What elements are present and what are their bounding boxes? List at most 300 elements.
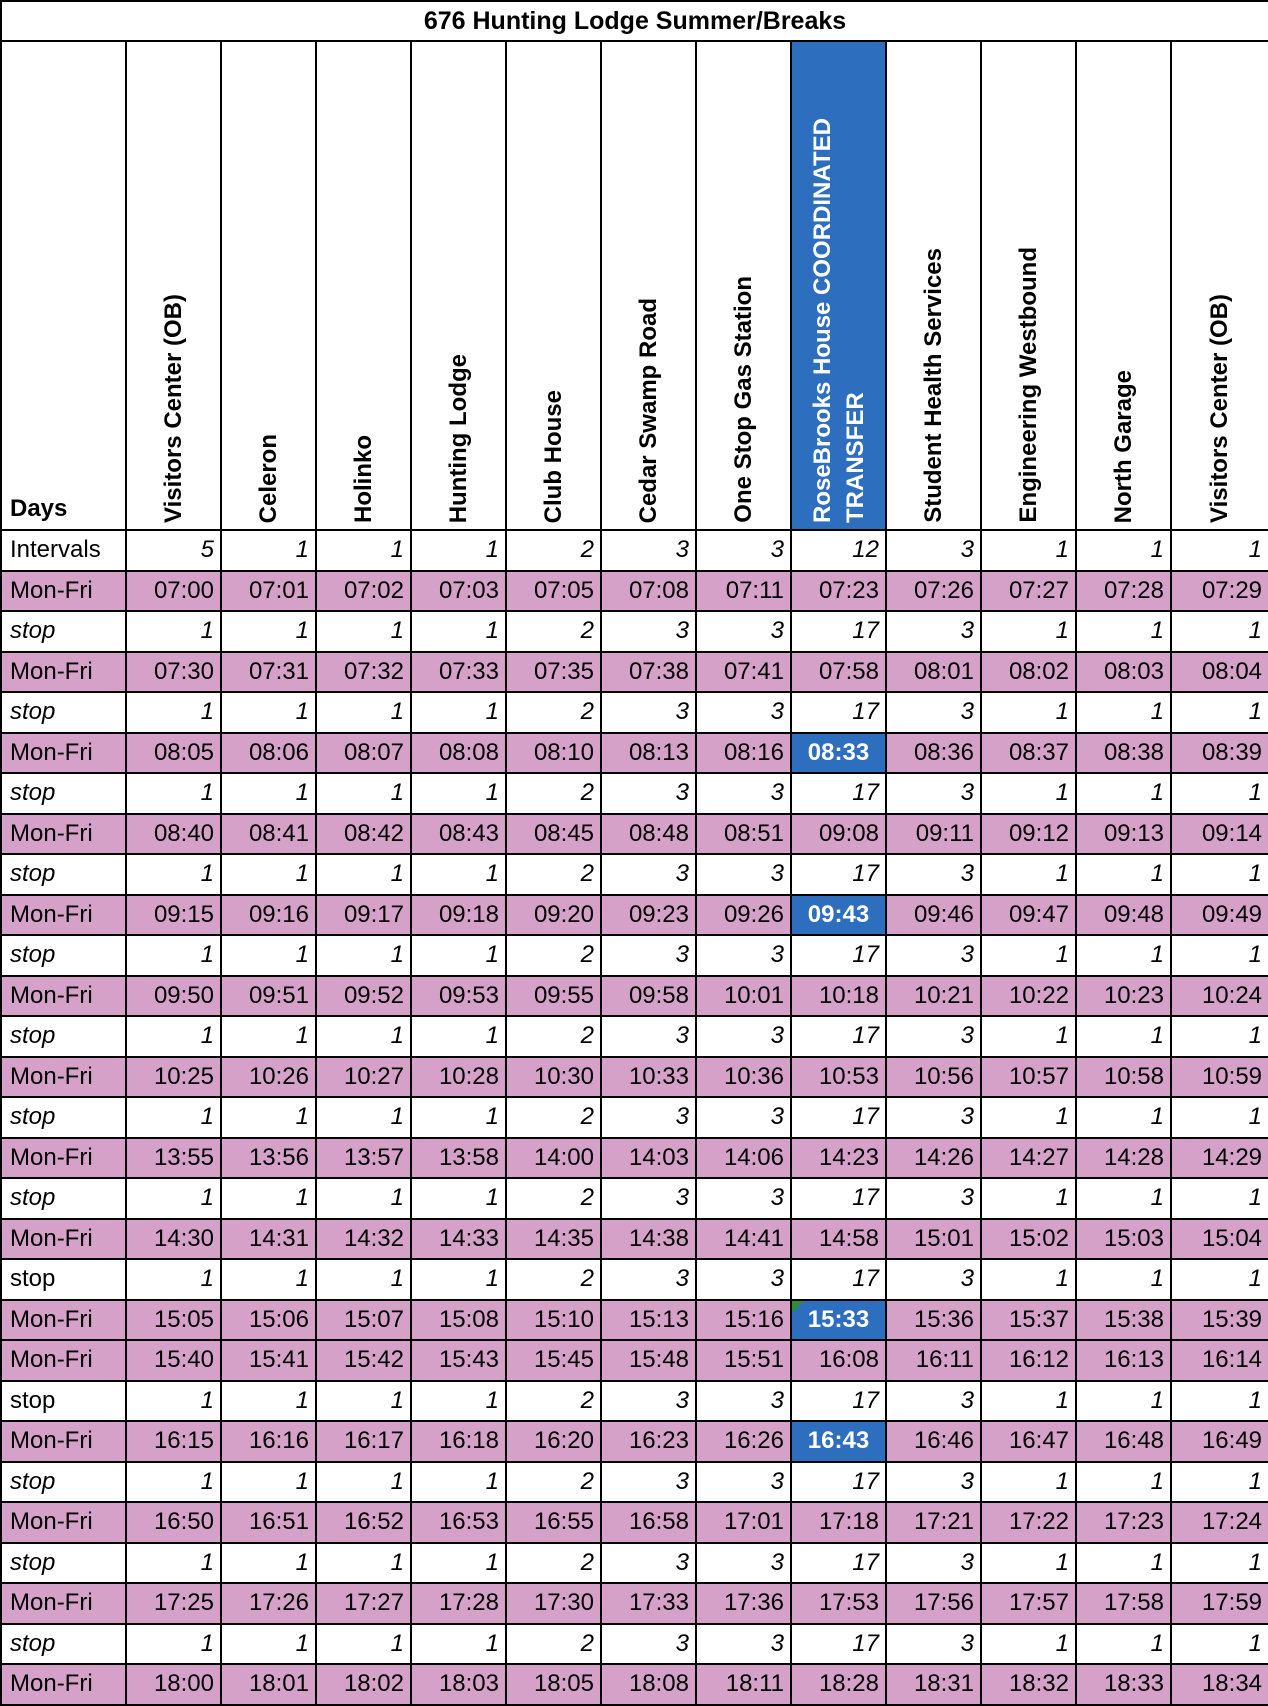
interval-cell: 1 xyxy=(126,935,221,976)
time-cell: 07:00 xyxy=(126,571,221,612)
interval-cell: 17 xyxy=(791,1543,886,1584)
time-cell: 16:17 xyxy=(316,1421,411,1462)
time-cell: 13:56 xyxy=(221,1138,316,1179)
interval-cell: 17 xyxy=(791,611,886,652)
time-cell: 10:59 xyxy=(1171,1057,1268,1098)
interval-cell: 1 xyxy=(1171,773,1268,814)
time-cell: 07:08 xyxy=(601,571,696,612)
time-cell: 15:36 xyxy=(886,1300,981,1341)
time-cell: 17:22 xyxy=(981,1502,1076,1543)
transfer-time-value: 08:33 xyxy=(807,738,870,766)
time-cell: 08:45 xyxy=(506,814,601,855)
time-cell: 16:50 xyxy=(126,1502,221,1543)
interval-cell: 17 xyxy=(791,773,886,814)
time-cell: 09:17 xyxy=(316,895,411,936)
interval-cell: 1 xyxy=(126,692,221,733)
interval-cell: 1 xyxy=(1171,1624,1268,1665)
time-cell: 08:06 xyxy=(221,733,316,774)
stop-row xyxy=(1,854,1268,895)
interval-cell: 3 xyxy=(696,1016,791,1057)
time-cell: 08:39 xyxy=(1171,733,1268,774)
interval-cell: 3 xyxy=(696,692,791,733)
time-cell: 18:32 xyxy=(981,1664,1076,1705)
time-cell: 16:47 xyxy=(981,1421,1076,1462)
interval-cell: 17 xyxy=(791,935,886,976)
time-cell: 09:15 xyxy=(126,895,221,936)
row-label: Mon-Fri xyxy=(1,895,126,936)
column-header-label: Holinko xyxy=(349,435,377,523)
schedule-row xyxy=(1,652,1268,693)
time-cell: 18:02 xyxy=(316,1664,411,1705)
time-cell: 15:48 xyxy=(601,1340,696,1381)
time-cell: 10:23 xyxy=(1076,976,1171,1017)
interval-cell: 1 xyxy=(221,692,316,733)
column-header-label: Visitors Center (OB) xyxy=(159,294,187,523)
interval-cell: 3 xyxy=(601,1259,696,1300)
interval-cell: 1 xyxy=(1171,1381,1268,1422)
time-cell: 08:41 xyxy=(221,814,316,855)
interval-cell: 2 xyxy=(506,692,601,733)
time-cell: 17:57 xyxy=(981,1583,1076,1624)
interval-cell: 3 xyxy=(696,854,791,895)
time-cell: 07:01 xyxy=(221,571,316,612)
time-cell: 14:35 xyxy=(506,1219,601,1260)
interval-cell: 2 xyxy=(506,1016,601,1057)
time-cell: 17:18 xyxy=(791,1502,886,1543)
time-cell: 17:36 xyxy=(696,1583,791,1624)
interval-cell: 1 xyxy=(1076,1259,1171,1300)
interval-cell: 1 xyxy=(126,1016,221,1057)
interval-cell: 1 xyxy=(126,1462,221,1503)
time-cell: 17:23 xyxy=(1076,1502,1171,1543)
column-header-label: Hunting Lodge xyxy=(444,353,472,523)
time-cell: 07:28 xyxy=(1076,571,1171,612)
time-cell: 17:58 xyxy=(1076,1583,1171,1624)
time-cell: 14:27 xyxy=(981,1138,1076,1179)
column-header-label: RoseBrooks House COORDINATED TRANSFER xyxy=(808,118,869,523)
time-cell: 14:38 xyxy=(601,1219,696,1260)
time-cell: 16:16 xyxy=(221,1421,316,1462)
interval-cell: 1 xyxy=(981,1381,1076,1422)
interval-cell: 3 xyxy=(696,1462,791,1503)
interval-cell: 1 xyxy=(411,692,506,733)
interval-cell: 1 xyxy=(316,1381,411,1422)
time-cell: 09:46 xyxy=(886,895,981,936)
time-cell: 10:36 xyxy=(696,1057,791,1098)
stop-row xyxy=(1,1381,1268,1422)
time-cell: 17:33 xyxy=(601,1583,696,1624)
time-cell: 08:16 xyxy=(696,733,791,774)
interval-cell: 1 xyxy=(221,1016,316,1057)
interval-cell: 17 xyxy=(791,1381,886,1422)
interval-cell: 3 xyxy=(601,1543,696,1584)
time-cell: 09:50 xyxy=(126,976,221,1017)
row-label: stop xyxy=(1,1543,126,1584)
interval-cell: 3 xyxy=(601,692,696,733)
interval-cell: 1 xyxy=(1171,692,1268,733)
comment-flag-icon xyxy=(792,1301,804,1313)
column-header-label: North Garage xyxy=(1109,369,1137,523)
time-cell: 07:31 xyxy=(221,652,316,693)
interval-cell: 1 xyxy=(221,611,316,652)
interval-cell: 5 xyxy=(126,530,221,571)
schedule-row xyxy=(1,1664,1268,1705)
intervals-row xyxy=(1,530,1268,571)
time-cell: 14:31 xyxy=(221,1219,316,1260)
interval-cell: 2 xyxy=(506,1259,601,1300)
interval-cell: 1 xyxy=(411,1178,506,1219)
interval-cell: 1 xyxy=(126,1381,221,1422)
schedule-row xyxy=(1,1219,1268,1260)
time-cell: 10:53 xyxy=(791,1057,886,1098)
interval-cell: 2 xyxy=(506,530,601,571)
interval-cell: 2 xyxy=(506,854,601,895)
time-cell: 15:45 xyxy=(506,1340,601,1381)
interval-cell: 1 xyxy=(316,1624,411,1665)
interval-cell: 1 xyxy=(1171,1543,1268,1584)
row-label: Mon-Fri xyxy=(1,1219,126,1260)
time-cell: 10:28 xyxy=(411,1057,506,1098)
time-cell: 16:26 xyxy=(696,1421,791,1462)
row-label: stop xyxy=(1,773,126,814)
schedule-row xyxy=(1,976,1268,1017)
schedule-row xyxy=(1,1340,1268,1381)
interval-cell: 1 xyxy=(1171,1178,1268,1219)
time-cell: 10:18 xyxy=(791,976,886,1017)
time-cell: 18:11 xyxy=(696,1664,791,1705)
row-label: stop xyxy=(1,1462,126,1503)
time-cell: 09:47 xyxy=(981,895,1076,936)
interval-cell: 1 xyxy=(221,854,316,895)
row-label: Mon-Fri xyxy=(1,1502,126,1543)
interval-cell: 1 xyxy=(411,854,506,895)
interval-cell: 1 xyxy=(411,1381,506,1422)
interval-cell: 1 xyxy=(1171,611,1268,652)
transfer-time-value: 15:33 xyxy=(807,1305,870,1333)
column-header-label: Engineering Westbound xyxy=(1014,247,1042,523)
time-cell: 14:29 xyxy=(1171,1138,1268,1179)
interval-cell: 1 xyxy=(1076,1178,1171,1219)
interval-cell: 1 xyxy=(411,773,506,814)
column-header-label: Student Health Services xyxy=(919,248,947,523)
time-cell: 07:32 xyxy=(316,652,411,693)
time-cell: 09:26 xyxy=(696,895,791,936)
stop-row xyxy=(1,611,1268,652)
time-cell: 16:49 xyxy=(1171,1421,1268,1462)
interval-cell: 3 xyxy=(696,1097,791,1138)
time-cell: 09:14 xyxy=(1171,814,1268,855)
transfer-time-cell xyxy=(791,1421,886,1462)
time-cell: 15:39 xyxy=(1171,1300,1268,1341)
interval-cell: 1 xyxy=(411,611,506,652)
interval-cell: 1 xyxy=(1076,935,1171,976)
interval-cell: 17 xyxy=(791,854,886,895)
interval-cell: 1 xyxy=(221,935,316,976)
time-cell: 07:26 xyxy=(886,571,981,612)
time-cell: 14:06 xyxy=(696,1138,791,1179)
time-cell: 10:27 xyxy=(316,1057,411,1098)
interval-cell: 1 xyxy=(411,1097,506,1138)
time-cell: 08:07 xyxy=(316,733,411,774)
interval-cell: 3 xyxy=(886,1097,981,1138)
interval-cell: 1 xyxy=(316,935,411,976)
time-cell: 16:12 xyxy=(981,1340,1076,1381)
time-cell: 15:16 xyxy=(696,1300,791,1341)
time-cell: 18:00 xyxy=(126,1664,221,1705)
interval-cell: 17 xyxy=(791,1624,886,1665)
interval-cell: 1 xyxy=(981,1097,1076,1138)
interval-cell: 1 xyxy=(126,1624,221,1665)
interval-cell: 1 xyxy=(221,773,316,814)
time-cell: 14:33 xyxy=(411,1219,506,1260)
schedule-row xyxy=(1,1421,1268,1462)
interval-cell: 3 xyxy=(601,1624,696,1665)
time-cell: 14:41 xyxy=(696,1219,791,1260)
time-cell: 16:52 xyxy=(316,1502,411,1543)
interval-cell: 1 xyxy=(1076,1462,1171,1503)
time-cell: 07:38 xyxy=(601,652,696,693)
row-label: Mon-Fri xyxy=(1,1421,126,1462)
row-label: stop xyxy=(1,1259,126,1300)
row-label: stop xyxy=(1,1097,126,1138)
stop-row xyxy=(1,935,1268,976)
interval-cell: 3 xyxy=(886,1381,981,1422)
interval-cell: 1 xyxy=(981,854,1076,895)
interval-cell: 1 xyxy=(411,1462,506,1503)
time-cell: 16:46 xyxy=(886,1421,981,1462)
time-cell: 08:10 xyxy=(506,733,601,774)
column-header xyxy=(316,41,411,530)
time-cell: 07:23 xyxy=(791,571,886,612)
time-cell: 10:57 xyxy=(981,1057,1076,1098)
interval-cell: 1 xyxy=(1076,854,1171,895)
time-cell: 09:13 xyxy=(1076,814,1171,855)
schedule-body xyxy=(1,530,1268,1705)
time-cell: 16:08 xyxy=(791,1340,886,1381)
interval-cell: 3 xyxy=(601,1381,696,1422)
interval-cell: 1 xyxy=(126,1178,221,1219)
interval-cell: 3 xyxy=(886,1259,981,1300)
interval-cell: 1 xyxy=(221,1381,316,1422)
time-cell: 14:58 xyxy=(791,1219,886,1260)
column-header-label: Visitors Center (OB) xyxy=(1206,294,1233,523)
interval-cell: 3 xyxy=(886,1462,981,1503)
interval-cell: 1 xyxy=(316,1462,411,1503)
interval-cell: 17 xyxy=(791,692,886,733)
time-cell: 17:53 xyxy=(791,1583,886,1624)
time-cell: 16:11 xyxy=(886,1340,981,1381)
interval-cell: 1 xyxy=(126,773,221,814)
row-label: stop xyxy=(1,1016,126,1057)
interval-cell: 1 xyxy=(316,773,411,814)
column-header-label: Cedar Swamp Road xyxy=(634,297,662,523)
time-cell: 10:25 xyxy=(126,1057,221,1098)
column-header-label: Club House xyxy=(539,389,567,523)
time-cell: 08:02 xyxy=(981,652,1076,693)
interval-cell: 17 xyxy=(791,1259,886,1300)
interval-cell: 3 xyxy=(696,1259,791,1300)
time-cell: 10:58 xyxy=(1076,1057,1171,1098)
interval-cell: 1 xyxy=(411,1259,506,1300)
time-cell: 07:29 xyxy=(1171,571,1268,612)
time-cell: 08:51 xyxy=(696,814,791,855)
interval-cell: 3 xyxy=(601,1178,696,1219)
time-cell: 09:16 xyxy=(221,895,316,936)
interval-cell: 1 xyxy=(221,1624,316,1665)
interval-cell: 3 xyxy=(696,773,791,814)
interval-cell: 3 xyxy=(601,773,696,814)
time-cell: 17:21 xyxy=(886,1502,981,1543)
interval-cell: 1 xyxy=(126,1543,221,1584)
interval-cell: 3 xyxy=(886,773,981,814)
time-cell: 07:27 xyxy=(981,571,1076,612)
column-header xyxy=(601,41,696,530)
schedule-title: 676 Hunting Lodge Summer/Breaks xyxy=(1,1,1268,41)
schedule-row xyxy=(1,814,1268,855)
transfer-time-cell xyxy=(791,895,886,936)
time-cell: 15:06 xyxy=(221,1300,316,1341)
interval-cell: 2 xyxy=(506,773,601,814)
interval-cell: 1 xyxy=(981,692,1076,733)
row-label: Mon-Fri xyxy=(1,1300,126,1341)
row-label: stop xyxy=(1,692,126,733)
time-cell: 08:03 xyxy=(1076,652,1171,693)
interval-cell: 3 xyxy=(601,935,696,976)
time-cell: 08:04 xyxy=(1171,652,1268,693)
interval-cell: 1 xyxy=(981,1178,1076,1219)
interval-cell: 1 xyxy=(316,854,411,895)
time-cell: 18:01 xyxy=(221,1664,316,1705)
interval-cell: 1 xyxy=(1171,935,1268,976)
interval-cell: 1 xyxy=(411,530,506,571)
time-cell: 09:08 xyxy=(791,814,886,855)
interval-cell: 1 xyxy=(981,773,1076,814)
time-cell: 16:20 xyxy=(506,1421,601,1462)
interval-cell: 1 xyxy=(316,692,411,733)
column-header xyxy=(506,41,601,530)
interval-cell: 1 xyxy=(981,1462,1076,1503)
time-cell: 07:58 xyxy=(791,652,886,693)
interval-cell: 1 xyxy=(316,1097,411,1138)
time-cell: 14:03 xyxy=(601,1138,696,1179)
interval-cell: 3 xyxy=(696,1624,791,1665)
time-cell: 15:43 xyxy=(411,1340,506,1381)
interval-cell: 1 xyxy=(126,854,221,895)
stop-row xyxy=(1,692,1268,733)
time-cell: 17:59 xyxy=(1171,1583,1268,1624)
interval-cell: 1 xyxy=(981,1624,1076,1665)
transfer-time-cell xyxy=(791,1300,886,1341)
time-cell: 18:31 xyxy=(886,1664,981,1705)
time-cell: 17:01 xyxy=(696,1502,791,1543)
interval-cell: 1 xyxy=(1076,611,1171,652)
time-cell: 08:48 xyxy=(601,814,696,855)
time-cell: 09:11 xyxy=(886,814,981,855)
time-cell: 09:53 xyxy=(411,976,506,1017)
interval-cell: 3 xyxy=(601,1097,696,1138)
time-cell: 07:30 xyxy=(126,652,221,693)
time-cell: 07:11 xyxy=(696,571,791,612)
time-cell: 08:36 xyxy=(886,733,981,774)
row-label: Mon-Fri xyxy=(1,1664,126,1705)
interval-cell: 1 xyxy=(316,611,411,652)
stop-row xyxy=(1,1259,1268,1300)
time-cell: 15:05 xyxy=(126,1300,221,1341)
interval-cell: 17 xyxy=(791,1016,886,1057)
interval-cell: 1 xyxy=(221,1259,316,1300)
time-cell: 17:56 xyxy=(886,1583,981,1624)
time-cell: 17:26 xyxy=(221,1583,316,1624)
stop-row xyxy=(1,1624,1268,1665)
schedule-row xyxy=(1,895,1268,936)
time-cell: 16:18 xyxy=(411,1421,506,1462)
time-cell: 16:48 xyxy=(1076,1421,1171,1462)
time-cell: 07:41 xyxy=(696,652,791,693)
interval-cell: 1 xyxy=(1171,1097,1268,1138)
time-cell: 09:55 xyxy=(506,976,601,1017)
time-cell: 09:18 xyxy=(411,895,506,936)
time-cell: 08:38 xyxy=(1076,733,1171,774)
transfer-time-cell xyxy=(791,733,886,774)
interval-cell: 1 xyxy=(981,935,1076,976)
interval-cell: 17 xyxy=(791,1462,886,1503)
time-cell: 16:51 xyxy=(221,1502,316,1543)
time-cell: 17:28 xyxy=(411,1583,506,1624)
schedule-row xyxy=(1,1502,1268,1543)
time-cell: 08:42 xyxy=(316,814,411,855)
time-cell: 10:26 xyxy=(221,1057,316,1098)
row-label: Mon-Fri xyxy=(1,1340,126,1381)
interval-cell: 3 xyxy=(696,611,791,652)
interval-cell: 3 xyxy=(886,854,981,895)
column-header xyxy=(221,41,316,530)
interval-cell: 3 xyxy=(886,1178,981,1219)
column-header xyxy=(1076,41,1171,530)
column-header xyxy=(886,41,981,530)
time-cell: 18:03 xyxy=(411,1664,506,1705)
schedule-row xyxy=(1,1300,1268,1341)
time-cell: 16:58 xyxy=(601,1502,696,1543)
interval-cell: 12 xyxy=(791,530,886,571)
time-cell: 13:58 xyxy=(411,1138,506,1179)
time-cell: 10:56 xyxy=(886,1057,981,1098)
interval-cell: 3 xyxy=(886,1624,981,1665)
interval-cell: 1 xyxy=(1076,773,1171,814)
interval-cell: 3 xyxy=(886,1016,981,1057)
time-cell: 16:23 xyxy=(601,1421,696,1462)
time-cell: 07:33 xyxy=(411,652,506,693)
time-cell: 09:49 xyxy=(1171,895,1268,936)
interval-cell: 1 xyxy=(411,1543,506,1584)
time-cell: 09:12 xyxy=(981,814,1076,855)
interval-cell: 1 xyxy=(316,530,411,571)
schedule-row xyxy=(1,571,1268,612)
interval-cell: 1 xyxy=(1076,1381,1171,1422)
column-header-label: Celeron xyxy=(254,433,282,523)
time-cell: 13:57 xyxy=(316,1138,411,1179)
column-header xyxy=(1171,41,1268,530)
row-label: stop xyxy=(1,1381,126,1422)
time-cell: 10:24 xyxy=(1171,976,1268,1017)
time-cell: 08:08 xyxy=(411,733,506,774)
stop-row xyxy=(1,1462,1268,1503)
time-cell: 15:38 xyxy=(1076,1300,1171,1341)
row-label: Mon-Fri xyxy=(1,814,126,855)
time-cell: 15:37 xyxy=(981,1300,1076,1341)
time-cell: 09:58 xyxy=(601,976,696,1017)
interval-cell: 1 xyxy=(1076,692,1171,733)
interval-cell: 2 xyxy=(506,1543,601,1584)
